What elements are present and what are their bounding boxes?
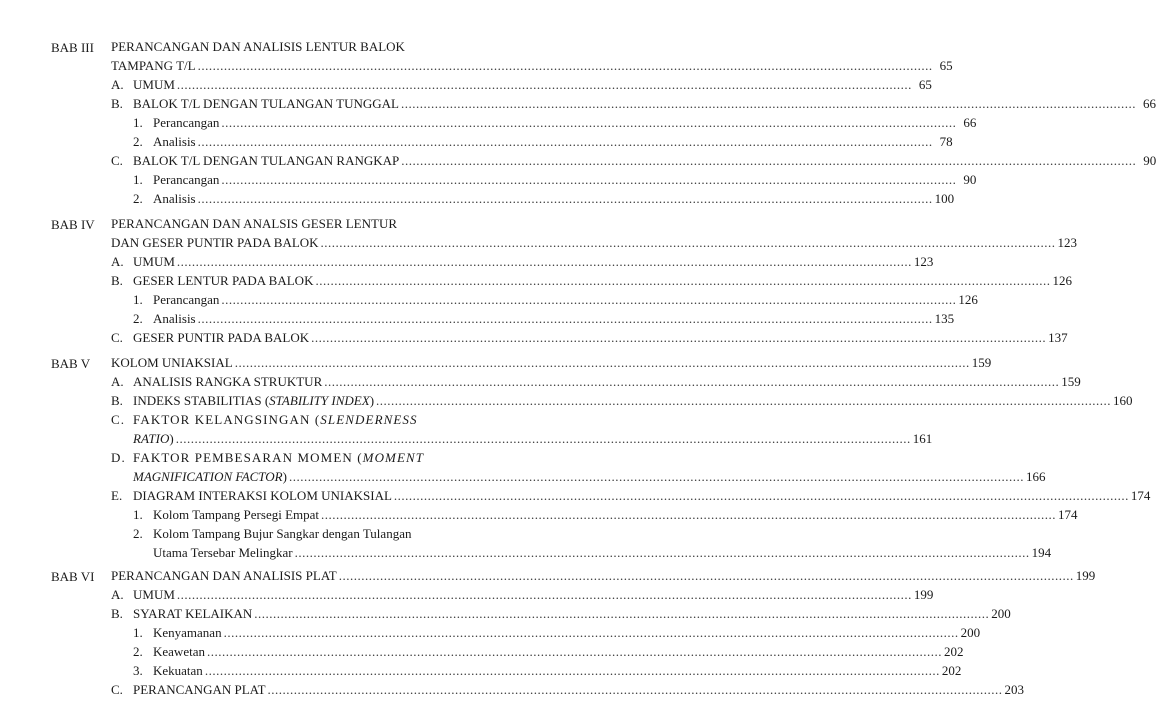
- page-number: 66: [963, 115, 977, 130]
- entry-title-italic: MAGNIFICATION FACTOR: [133, 469, 283, 484]
- toc-row: [111, 38, 431, 56]
- toc-row[interactable]: [133, 291, 978, 309]
- entry-title: UMUM: [133, 587, 175, 602]
- toc-row[interactable]: [111, 234, 1078, 252]
- entry-title-italic: STABILITY INDEX: [269, 393, 370, 408]
- leader-dots: [224, 624, 959, 642]
- page-number: 65: [939, 58, 953, 73]
- entry-title: Perancangan: [153, 115, 220, 130]
- entry-title: TAMPANG T/L: [111, 58, 196, 73]
- entry-title: Analisis: [153, 311, 196, 326]
- entry-title: [133, 430, 174, 448]
- page-number: 159: [971, 355, 992, 370]
- toc-row[interactable]: [111, 487, 1151, 505]
- entry-number: 1.: [133, 115, 143, 130]
- chapter-label: BAB VI: [51, 569, 95, 584]
- leader-dots: [394, 487, 1129, 505]
- page-number: 65: [918, 77, 932, 92]
- toc-row[interactable]: [111, 329, 1068, 347]
- leader-dots: [339, 567, 1074, 585]
- entry-number: 2.: [133, 134, 143, 149]
- entry-number: E.: [111, 488, 123, 503]
- page-number: 174: [1130, 488, 1151, 503]
- page-number: 137: [1048, 330, 1068, 345]
- entry-title: PERANCANGAN DAN ANALISIS LENTUR BALOK: [111, 39, 405, 54]
- page-number: 126: [958, 292, 978, 307]
- entry-number: A.: [111, 587, 124, 602]
- entry-title: GESER LENTUR PADA BALOK: [133, 273, 314, 288]
- leader-dots: [295, 544, 1030, 562]
- entry-number: C.: [111, 153, 123, 168]
- toc-row: [111, 449, 431, 467]
- entry-title-after: ): [169, 431, 174, 446]
- entry-title: Perancangan: [153, 172, 220, 187]
- entry-title: ANALISIS RANGKA STRUKTUR: [133, 374, 323, 389]
- page-number: 166: [1025, 469, 1046, 484]
- toc-row[interactable]: [153, 544, 1052, 562]
- page-number: 78: [939, 134, 953, 149]
- toc-row[interactable]: [133, 624, 981, 642]
- entry-number: A.: [111, 77, 124, 92]
- entry-number: C.: [111, 412, 126, 427]
- toc-row[interactable]: [133, 468, 1046, 486]
- entry-title: [133, 392, 374, 410]
- leader-dots: [235, 354, 970, 372]
- leader-dots: [176, 430, 911, 448]
- toc-row[interactable]: [133, 430, 933, 448]
- entry-number: 1.: [133, 172, 143, 187]
- entry-number: D.: [111, 450, 126, 465]
- entry-title: Keawetan: [153, 644, 205, 659]
- toc-row[interactable]: [111, 76, 932, 94]
- entry-number: A.: [111, 254, 124, 269]
- toc-row[interactable]: [111, 567, 1096, 585]
- toc-row[interactable]: [133, 171, 977, 189]
- toc-row[interactable]: [111, 681, 1025, 699]
- chapter-label: BAB III: [51, 40, 94, 55]
- leader-dots: [207, 643, 942, 661]
- entry-title: Kenyamanan: [153, 625, 222, 640]
- toc-row[interactable]: [111, 272, 1072, 290]
- entry-number: 2.: [133, 644, 143, 659]
- leader-dots: [221, 171, 956, 189]
- leader-dots: [268, 681, 1003, 699]
- entry-title: Analisis: [153, 191, 196, 206]
- entry-number: 2.: [133, 191, 143, 206]
- chapter-label: BAB IV: [51, 217, 95, 232]
- page-number: 123: [1057, 235, 1078, 250]
- leader-dots: [401, 95, 1136, 113]
- toc-row[interactable]: [111, 152, 1156, 170]
- entry-title: Kekuatan: [153, 663, 203, 678]
- toc-row: [133, 525, 460, 543]
- page-number: 200: [991, 606, 1011, 621]
- entry-title: UMUM: [133, 77, 175, 92]
- leader-dots: [311, 329, 1046, 347]
- leader-dots: [177, 76, 912, 94]
- entry-title: [133, 449, 424, 467]
- entry-title: Perancangan: [153, 292, 220, 307]
- page-number: 66: [1143, 96, 1156, 111]
- page-number: 199: [1075, 568, 1096, 583]
- page-number: 200: [960, 625, 981, 640]
- entry-title-italic: MOMENT: [362, 450, 425, 465]
- entry-number: C.: [111, 330, 123, 345]
- leader-dots: [324, 373, 1059, 391]
- entry-title: BALOK T/L DENGAN TULANGAN RANGKAP: [133, 153, 400, 168]
- leader-dots: [321, 234, 1056, 252]
- entry-title: KOLOM UNIAKSIAL: [111, 355, 233, 370]
- toc-row[interactable]: [111, 586, 934, 604]
- toc-row[interactable]: [111, 392, 1133, 410]
- entry-number: B.: [111, 96, 123, 111]
- toc-row[interactable]: [133, 506, 1078, 524]
- toc-row[interactable]: [111, 354, 992, 372]
- page-number: 123: [913, 254, 934, 269]
- page-number: 159: [1061, 374, 1081, 389]
- toc-row[interactable]: [133, 190, 955, 208]
- page-number: 126: [1052, 273, 1072, 288]
- entry-number: 1.: [133, 625, 143, 640]
- entry-title-italic: SLENDERNESS: [320, 412, 418, 427]
- leader-dots: [198, 190, 933, 208]
- entry-title: BALOK T/L DENGAN TULANGAN TUNGGAL: [133, 96, 399, 111]
- toc-row[interactable]: [111, 95, 1156, 113]
- page-number: 90: [1143, 153, 1156, 168]
- leader-dots: [177, 586, 912, 604]
- entry-title-text: FAKTOR KELANGSINGAN (: [133, 412, 321, 427]
- entry-number: 1.: [133, 507, 143, 522]
- entry-title: PERANCANGAN PLAT: [133, 682, 266, 697]
- leader-dots: [221, 291, 956, 309]
- page-number: 202: [943, 644, 964, 659]
- entry-title-text: INDEKS STABILITIAS (: [133, 393, 270, 408]
- entry-title: GESER PUNTIR PADA BALOK: [133, 330, 310, 345]
- entry-title: PERANCANGAN DAN ANALSIS GESER LENTUR: [111, 216, 398, 231]
- leader-dots: [198, 310, 933, 328]
- leader-dots: [177, 253, 912, 271]
- entry-number: 1.: [133, 292, 143, 307]
- toc-row[interactable]: [111, 605, 1011, 623]
- toc-row[interactable]: [133, 662, 962, 680]
- entry-title: Utama Tersebar Melingkar: [153, 545, 293, 560]
- entry-title-after: ): [282, 469, 287, 484]
- entry-number: B.: [111, 393, 123, 408]
- page-number: 202: [941, 663, 962, 678]
- leader-dots: [198, 57, 933, 75]
- leader-dots: [205, 662, 940, 680]
- leader-dots: [321, 506, 1056, 524]
- entry-title: [133, 468, 287, 486]
- entry-number: B.: [111, 606, 123, 621]
- entry-title: [133, 411, 418, 429]
- leader-dots: [254, 605, 989, 623]
- toc-row[interactable]: [111, 373, 1081, 391]
- leader-dots: [315, 272, 1050, 290]
- entry-title-after: ): [369, 393, 375, 408]
- page-number: 90: [963, 172, 977, 187]
- toc-row[interactable]: [133, 133, 953, 151]
- entry-title: PERANCANGAN DAN ANALISIS PLAT: [111, 568, 337, 583]
- entry-number: 2.: [133, 526, 143, 541]
- toc-row: [111, 215, 431, 233]
- entry-number: 2.: [133, 311, 143, 326]
- leader-dots: [221, 114, 956, 132]
- page-number: 203: [1004, 682, 1025, 697]
- leader-dots: [401, 152, 1136, 170]
- entry-number: C.: [111, 682, 123, 697]
- entry-number: 3.: [133, 663, 143, 678]
- entry-title: UMUM: [133, 254, 175, 269]
- entry-number: B.: [111, 273, 123, 288]
- entry-number: A.: [111, 374, 124, 389]
- page-number: 160: [1113, 393, 1133, 408]
- leader-dots: [198, 133, 933, 151]
- toc-row[interactable]: [111, 57, 953, 75]
- page-number: 199: [913, 587, 934, 602]
- entry-title-text: FAKTOR PEMBESARAN MOMEN (: [133, 450, 363, 465]
- page-number: 174: [1058, 507, 1078, 522]
- page-number: 135: [934, 311, 955, 326]
- toc-row[interactable]: [133, 643, 964, 661]
- entry-title-italic: RATIO: [133, 431, 170, 446]
- toc-row[interactable]: [111, 253, 934, 271]
- toc-row[interactable]: [133, 114, 977, 132]
- entry-title: DIAGRAM INTERAKSI KOLOM UNIAKSIAL: [133, 488, 392, 503]
- leader-dots: [376, 392, 1111, 410]
- leader-dots: [289, 468, 1024, 486]
- entry-title: Analisis: [153, 134, 196, 149]
- page-number: 161: [912, 431, 933, 446]
- entry-title: DAN GESER PUNTIR PADA BALOK: [111, 235, 319, 250]
- page-number: 100: [934, 191, 955, 206]
- toc-row[interactable]: [133, 310, 955, 328]
- toc-row: [111, 411, 431, 429]
- chapter-label: BAB V: [51, 356, 91, 371]
- entry-title: SYARAT KELAIKAN: [133, 606, 253, 621]
- entry-title: Kolom Tampang Bujur Sangkar dengan Tulangan: [153, 526, 412, 541]
- entry-title: Kolom Tampang Persegi Empat: [153, 507, 320, 522]
- page-number: 194: [1031, 545, 1052, 560]
